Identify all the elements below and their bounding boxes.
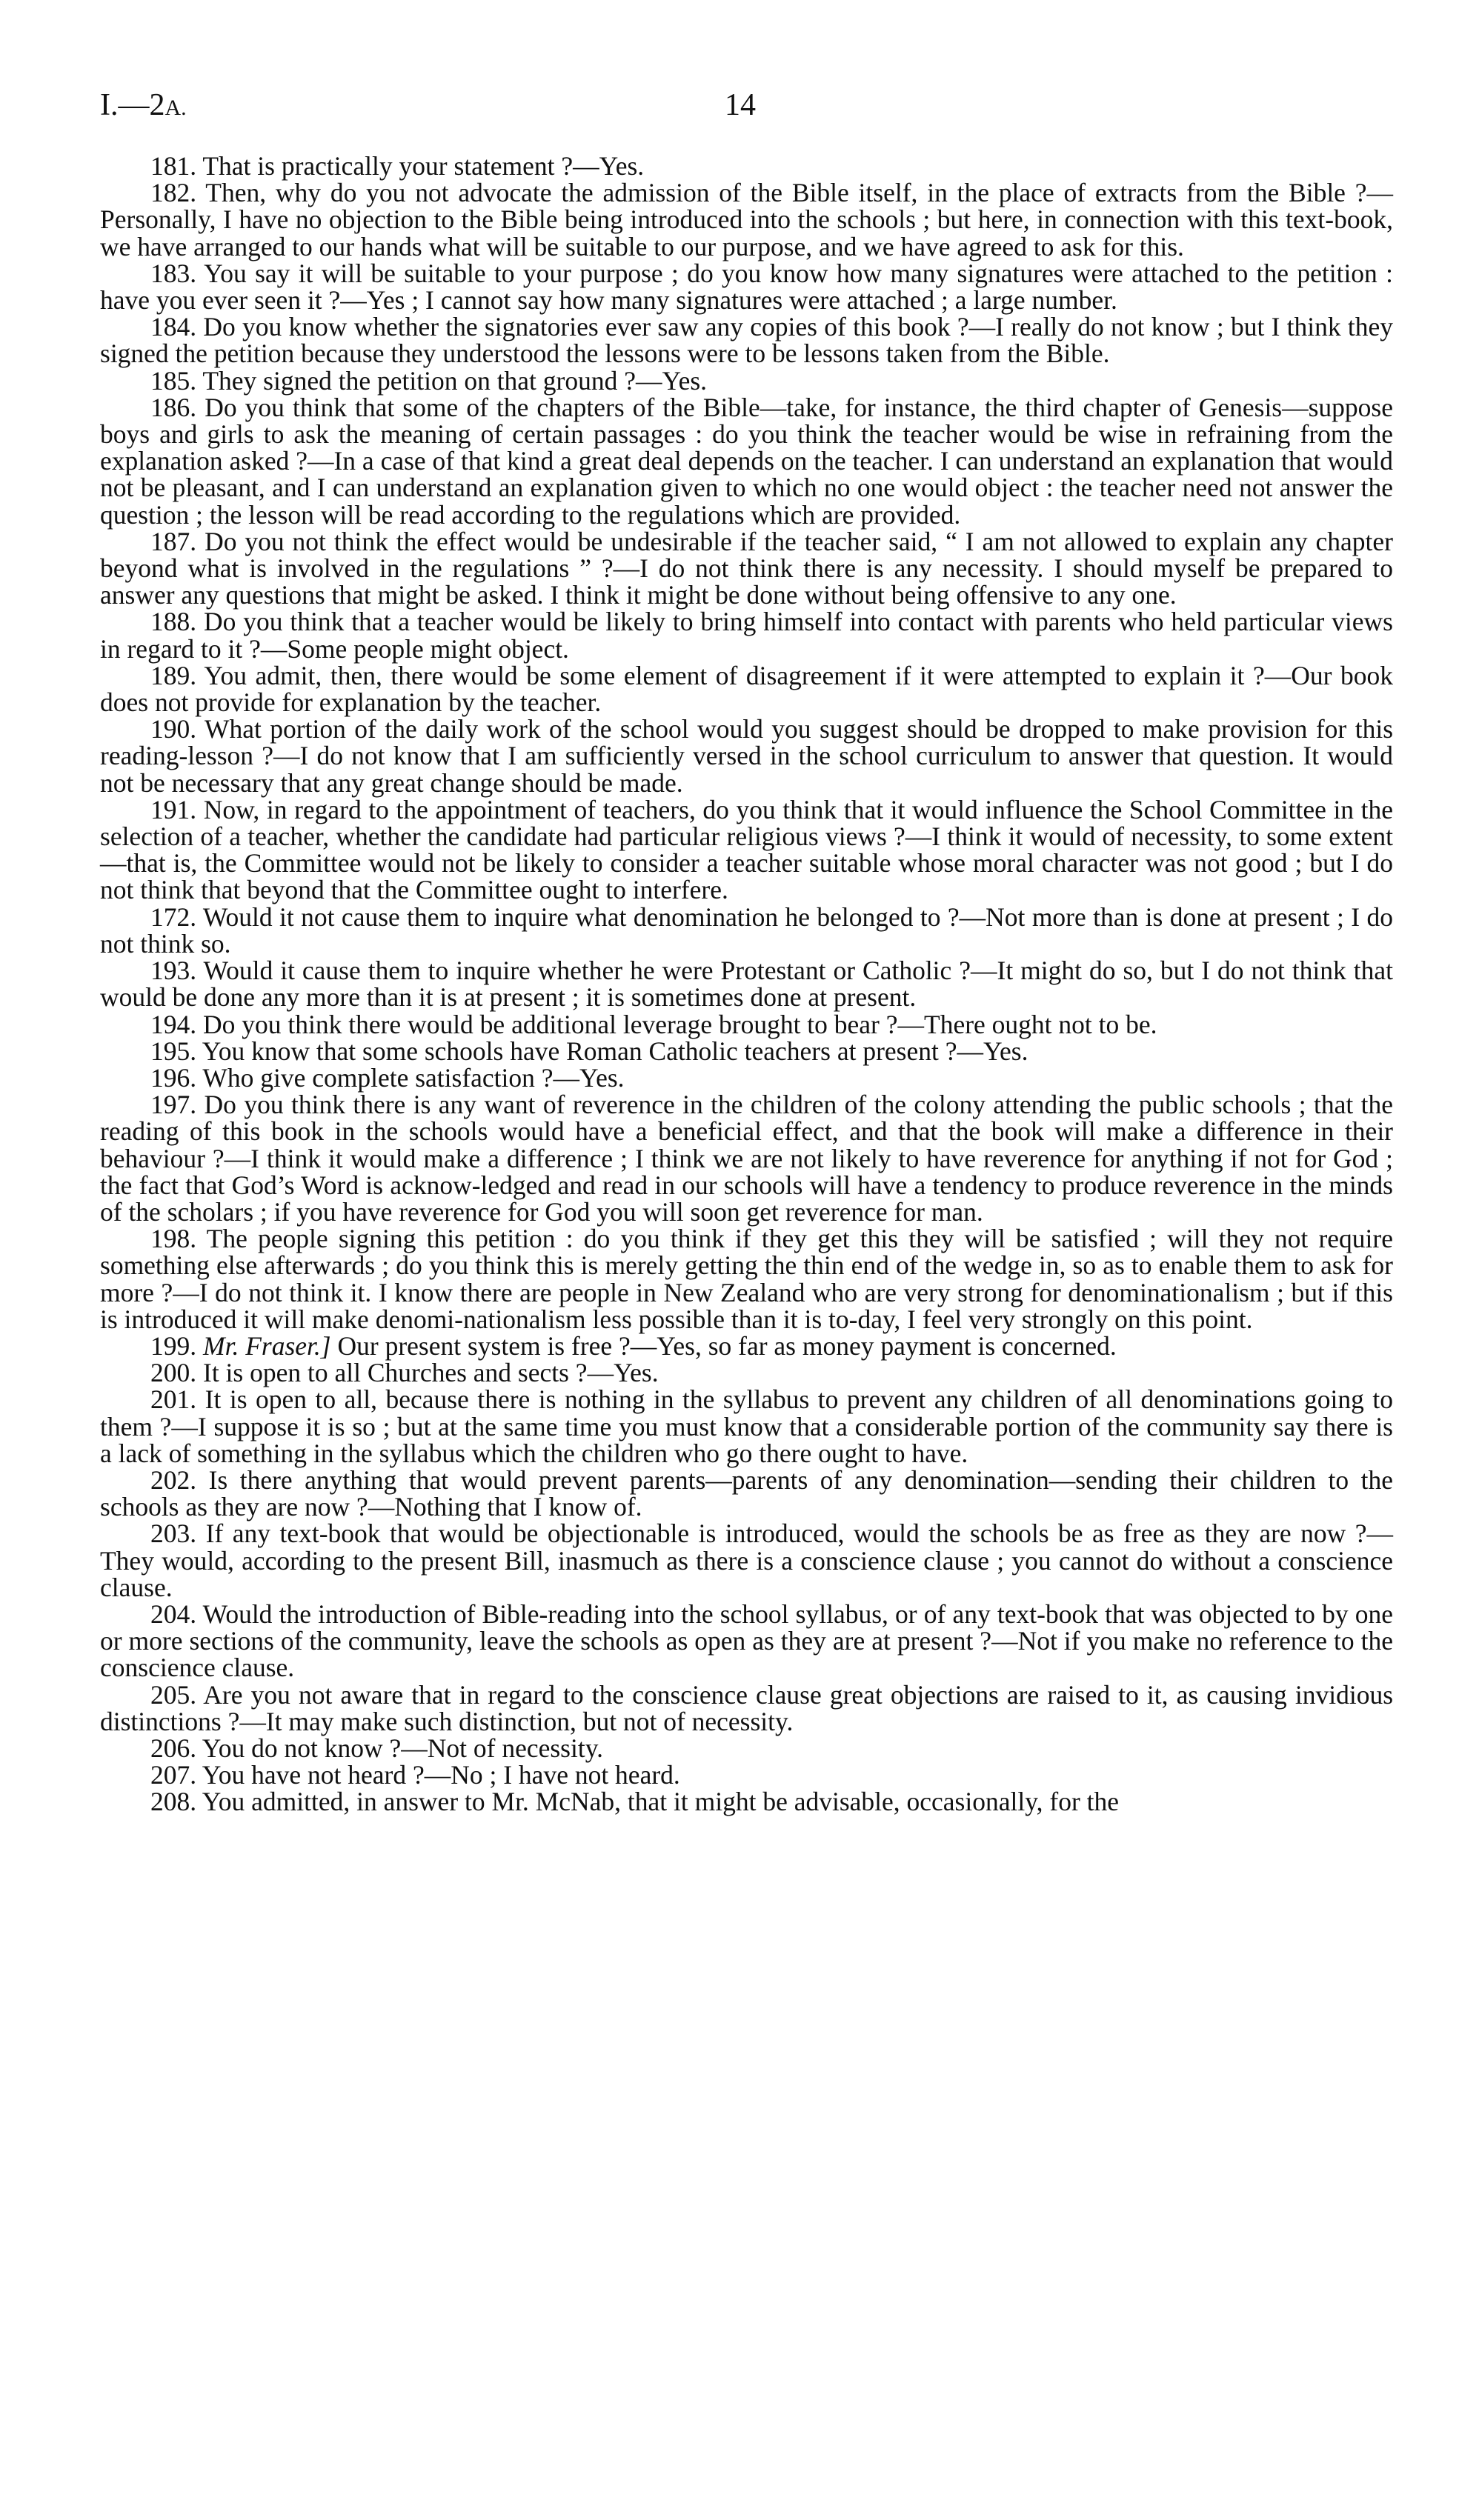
question-text: You say it will be suitable to your purpose ; do you know how many signatures were attached to the petition : have you ever seen it ?—Yes ; I cannot say how many signatures were attached ; a large number. — [100, 258, 1394, 316]
question-number: 194. — [150, 1009, 197, 1039]
question-text: Do you think there would be additional leverage brought to bear ?—There ought not to be. — [203, 1009, 1157, 1039]
question-number: 206. — [150, 1733, 197, 1763]
document-reference — [100, 87, 187, 123]
question-number: 182. — [150, 178, 197, 208]
question-text: Do you not think the effect would be undesirable if the teacher said, “ I am not allowed to explain any chapter beyond what is involved in the regulations ” ?—I do not think there is any necessity. I should myself be prepared to answer any questions that might be asked. I think it might be done without being offensive to any one. — [100, 526, 1394, 610]
question-text: Do you know whether the signatories ever saw any copies of this book ?—I really do not know ; but I think they signed the petition because they understood the lessons were to be lessons taken from the Bible. — [100, 312, 1394, 369]
question-paragraph — [100, 394, 1393, 528]
question-number: 196. — [150, 1062, 197, 1093]
question-number: 203. — [150, 1519, 197, 1549]
question-paragraph — [100, 716, 1393, 796]
question-paragraph — [100, 528, 1393, 609]
question-paragraph — [100, 796, 1393, 904]
question-number: 199. — [150, 1330, 197, 1361]
question-paragraph — [100, 607, 1393, 664]
question-number: 198. — [150, 1224, 197, 1254]
question-paragraph — [100, 1761, 1393, 1788]
question-text: Who give complete satisfaction ?—Yes. — [202, 1062, 625, 1093]
question-paragraph — [100, 1601, 1393, 1681]
question-number: 200. — [150, 1358, 197, 1388]
question-paragraph — [100, 179, 1393, 260]
question-paragraph — [100, 1011, 1393, 1038]
question-paragraph — [100, 1520, 1393, 1601]
question-text: Do you think there is any want of reverence in the children of the colony attending the public schools ; that the reading of this book in the schools would have a beneficial effect, and that the book will make a difference in their behaviour ?—I think it would make a difference ; I think we are not likely to have reverence for anything if not for God ; the fact that God’s Word is acknow-ledged and read in our schools will have a tendency to produce reverence in the minds of the scholars ; if you have reverence for God you will soon get reverence for man. — [100, 1090, 1393, 1227]
question-number: 185. — [150, 365, 197, 396]
question-number: 205. — [150, 1679, 197, 1710]
question-number: 186. — [150, 392, 197, 422]
question-paragraph — [100, 153, 1393, 179]
question-paragraph — [100, 313, 1393, 367]
question-number: 184. — [150, 312, 197, 342]
question-number: 202. — [150, 1464, 197, 1495]
question-text: Then, why do you not advocate the admission of the Bible itself, in the place of extracts from the Bible ?—Personally, I have no objection to the Bible being introduced into the schools ; but here, in connection with this text-book, we have arranged to our hands what will be suitable to our purpose, and we have agreed to ask for this. — [100, 178, 1393, 261]
question-paragraph — [100, 1464, 1393, 1522]
question-text: Is there anything that would prevent parents—parents of any denomination—sending their children to the schools as they are now ?—Nothing that I know of. — [100, 1464, 1393, 1522]
question-number: 197. — [150, 1090, 197, 1120]
question-text: Our present system is free ?—Yes, so far as money payment is concerned. — [337, 1330, 1117, 1361]
question-paragraph — [100, 1330, 1393, 1361]
question-paragraph — [100, 1735, 1393, 1761]
question-number: 188. — [150, 607, 197, 637]
page-number: 14 — [725, 88, 756, 122]
question-text: Would it not cause them to inquire what denomination he belonged to ?—Not more than is done at present ; I do not think so. — [100, 901, 1394, 959]
question-text: It is open to all, because there is nothing in the syllabus to prevent any children of all denominations going to them ?—I suppose it is so ; but at the same time you must know that a considerable portion of the community say there is a lack of something in the syllabus which the children who go there ought to have. — [100, 1384, 1394, 1468]
question-text: Now, in regard to the appointment of teachers, do you think that it would influence the School Committee in the selection of a teacher, whether the candidate had particular religious views ?—I think it would of necessity, to some extent—that is, the Committee would not be likely to consider a teacher suitable whose moral character was not good ; but I do not think that beyond that the Committee ought to interfere. — [100, 794, 1394, 905]
question-paragraph — [100, 367, 1393, 394]
question-text: You know that some schools have Roman Catholic teachers at present ?—Yes. — [202, 1036, 1028, 1066]
question-number: 204. — [150, 1599, 197, 1629]
question-paragraph — [100, 1386, 1393, 1467]
question-paragraph — [100, 1359, 1393, 1386]
document-reference-prefix: I.—2 — [100, 88, 165, 122]
question-text: Would it cause them to inquire whether he were Protestant or Catholic ?—It might do so, but I do not think that would be done any more than it is at present ; it is sometimes done at present. — [100, 956, 1394, 1013]
question-number: 201. — [150, 1384, 197, 1415]
question-paragraph — [100, 901, 1394, 959]
question-number: 183. — [150, 258, 197, 288]
question-text: It is open to all Churches and sects ?—Yes. — [203, 1358, 659, 1388]
question-text: If any text-book that would be objectionable is introduced, would the schools be as free as they are now ?—They would, according to the present Bill, inasmuch as there is a conscience clause ; you cannot do without a conscience clause. — [100, 1519, 1394, 1602]
question-number: 195. — [150, 1036, 197, 1066]
question-text: You admit, then, there would be some element of disagreement if it were attempted to explain it ?—Our book does not provide for explanation by the teacher. — [100, 660, 1393, 718]
question-number: 187. — [150, 526, 197, 556]
question-text: What portion of the daily work of the school would you suggest should be dropped to make provision for this reading-lesson ?—I do not know that I am sufficiently versed in the school curriculum to answer that question. It would not be necessary that any great change should be made. — [100, 714, 1394, 798]
evidence-text — [100, 153, 1393, 1816]
question-paragraph — [100, 1091, 1393, 1225]
question-number: 193. — [150, 956, 197, 986]
question-text: That is practically your statement ?—Yes. — [202, 151, 645, 181]
speaker-label: Mr. Fraser.] — [203, 1330, 331, 1361]
question-text: Do you think that a teacher would be likely to bring himself into contact with parents who held particular views in regard to it ?—Some people might object. — [100, 607, 1393, 664]
question-text: Would the introduction of Bible-reading into the school syllabus, or of any text-book that was objected to by one or more sections of the community, leave the schools as open as they are at present ?—Not if you make no reference to the conscience clause. — [100, 1599, 1394, 1683]
question-paragraph — [100, 662, 1393, 716]
question-number: 189. — [150, 660, 197, 690]
question-text: You have not heard ?—No ; I have not heard. — [202, 1760, 680, 1790]
question-paragraph — [100, 1064, 1393, 1091]
question-paragraph — [100, 1225, 1393, 1333]
document-reference-suffix: A. — [164, 96, 187, 120]
question-text: You admitted, in answer to Mr. McNab, that it might be advisable, occasionally, for the — [202, 1787, 1120, 1817]
question-text: They signed the petition on that ground ?—Yes. — [202, 365, 708, 396]
question-number: 191. — [150, 794, 197, 824]
question-paragraph — [100, 956, 1394, 1013]
question-text: You do not know ?—Not of necessity. — [202, 1733, 604, 1763]
question-text: The people signing this petition : do you think if they get this they will be satisfied ; will they not require something else afterwards ; do you think this is merely getting the thin end of the wedge in, so as to enable them to ask for more ?—I do not think it. I know there are people in New Zealand who are very strong for denominationalism ; but if this is introduced it will make denomi-nationalism less possible than it is to-day, I feel very strongly on this point. — [100, 1224, 1393, 1334]
question-paragraph — [100, 1788, 1393, 1815]
question-text: Do you think that some of the chapters of the Bible—take, for instance, the third chapter of Genesis—suppose boys and girls to ask the meaning of certain passages : do you think the teacher would be wise in refraining from the explanation asked ?—In a case of that kind a great deal depends on the teacher. I can understand an explanation that would not be pleasant, and I can understand an explanation given to which no one would object : the teacher need not answer the question ; the lesson will be read according to the regulations which are provided. — [100, 392, 1394, 530]
question-number: 208. — [150, 1787, 197, 1817]
question-number: 181. — [150, 151, 197, 181]
question-number: 190. — [150, 714, 197, 744]
question-paragraph — [100, 258, 1394, 316]
question-text: Are you not aware that in regard to the conscience clause great objections are raised to it, as causing invidious distinctions ?—It may make such distinction, but not of necessity. — [100, 1679, 1394, 1736]
question-paragraph — [100, 1038, 1393, 1064]
question-number: 172. — [150, 901, 197, 932]
question-paragraph — [100, 1681, 1393, 1735]
question-number: 207. — [150, 1760, 197, 1790]
